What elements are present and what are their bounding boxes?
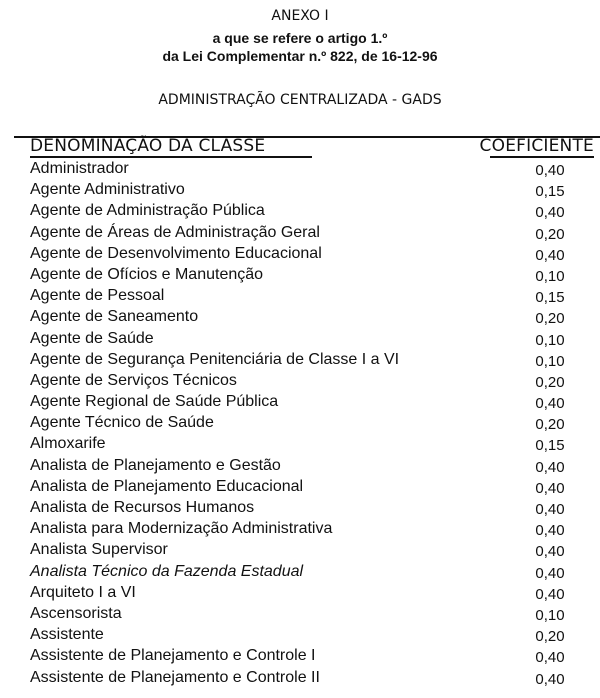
class-name: Agente Técnico de Saúde <box>30 414 214 432</box>
class-name: Administrador <box>30 160 129 177</box>
coefficient-value: 0,40 <box>535 543 565 561</box>
coefficient-value: 0,10 <box>535 331 565 349</box>
class-name: Agente de Áreas de Administração Geral <box>30 223 320 241</box>
coefficient-value: 0,20 <box>535 373 565 391</box>
class-name: Agente de Desenvolvimento Educacional <box>30 244 322 262</box>
coefficient-value: 0,40 <box>535 501 565 518</box>
table-row <box>0 264 600 285</box>
class-name: Ascensorista <box>30 604 122 622</box>
class-name: Analista Técnico da Fazenda Estadual <box>30 562 304 580</box>
table-row <box>0 433 600 454</box>
table-row <box>0 328 600 349</box>
class-name: Agente de Ofícios e Manutenção <box>30 265 264 283</box>
coefficient-value: 0,10 <box>535 267 565 285</box>
table-row <box>0 455 600 476</box>
coefficient-value: 0,40 <box>535 458 565 476</box>
table-row <box>0 391 600 412</box>
class-name: Agente de Administração Pública <box>30 202 265 220</box>
table-row <box>0 624 600 645</box>
coefficient-value: 0,40 <box>535 246 565 264</box>
coefficient-value: 0,20 <box>535 225 565 243</box>
class-name: Agente de Saúde <box>30 329 154 347</box>
class-name: Analista de Planejamento e Gestão <box>30 456 281 474</box>
class-name: Assistente de Planejamento e Controle II <box>30 668 320 686</box>
coefficient-value: 0,10 <box>535 606 565 624</box>
class-name: Agente Regional de Saúde Pública <box>30 393 279 411</box>
class-name: Assistente <box>30 626 104 644</box>
class-name: Agente de Pessoal <box>30 287 165 305</box>
table-row <box>0 603 600 624</box>
table-row <box>0 412 600 433</box>
coefficient-value: 0,20 <box>535 628 565 646</box>
table-row <box>0 645 600 666</box>
column-header-class: DENOMINAÇÃO DA CLASSE <box>30 136 266 156</box>
annex-reference-line: a que se refere o artigo 1.º <box>212 30 388 46</box>
coefficient-value: 0,40 <box>535 564 565 582</box>
class-name: Almoxarife <box>30 435 106 453</box>
classification-table <box>0 158 600 688</box>
coefficient-value: 0,40 <box>535 522 565 540</box>
class-name: Agente de Serviços Técnicos <box>30 371 237 389</box>
coefficient-value: 0,40 <box>535 395 565 413</box>
coefficient-value: 0,40 <box>535 162 565 179</box>
table-row <box>0 349 600 370</box>
table-row <box>0 370 600 391</box>
table-row <box>0 158 600 179</box>
coefficient-value: 0,40 <box>535 670 565 688</box>
annex-title: ANEXO I <box>271 8 329 24</box>
table-row <box>0 518 600 539</box>
section-title: ADMINISTRAÇÃO CENTRALIZADA - GADS <box>158 92 442 108</box>
coefficient-value: 0,10 <box>535 352 565 370</box>
class-name: Analista para Modernização Administrativa <box>30 520 333 538</box>
coefficient-value: 0,40 <box>535 479 565 497</box>
coefficient-value: 0,15 <box>535 289 565 307</box>
coefficient-value: 0,40 <box>535 649 565 667</box>
coefficient-value: 0,40 <box>535 204 565 222</box>
table-row <box>0 561 600 582</box>
column-header-coefficient: COEFICIENTE <box>479 136 594 156</box>
coefficient-value: 0,15 <box>535 437 565 455</box>
coefficient-value: 0,40 <box>535 585 565 603</box>
class-name: Analista de Planejamento Educacional <box>30 477 304 495</box>
class-name: Analista Supervisor <box>30 541 168 559</box>
table-row <box>0 222 600 243</box>
class-name: Agente de Segurança Penitenciária de Classe I a VI <box>30 350 400 368</box>
table-row <box>0 476 600 497</box>
class-name: Analista de Recursos Humanos <box>30 499 255 516</box>
table-row <box>0 539 600 560</box>
law-reference-line: da Lei Complementar n.º 822, de 16-12-96 <box>162 48 438 64</box>
class-name: Agente Administrativo <box>30 181 185 199</box>
coefficient-value: 0,20 <box>535 416 565 434</box>
table-row <box>0 285 600 306</box>
table-row <box>0 200 600 221</box>
table-row <box>0 179 600 200</box>
class-name: Agente de Saneamento <box>30 308 199 326</box>
coefficient-value: 0,15 <box>535 183 565 201</box>
coefficient-value: 0,20 <box>535 310 565 328</box>
table-row <box>0 497 600 518</box>
class-name: Arquiteto I a VI <box>30 583 136 601</box>
table-row <box>0 667 600 688</box>
table-row <box>0 582 600 603</box>
class-name: Assistente de Planejamento e Controle I <box>30 647 316 665</box>
table-row <box>0 243 600 264</box>
table-row <box>0 306 600 327</box>
